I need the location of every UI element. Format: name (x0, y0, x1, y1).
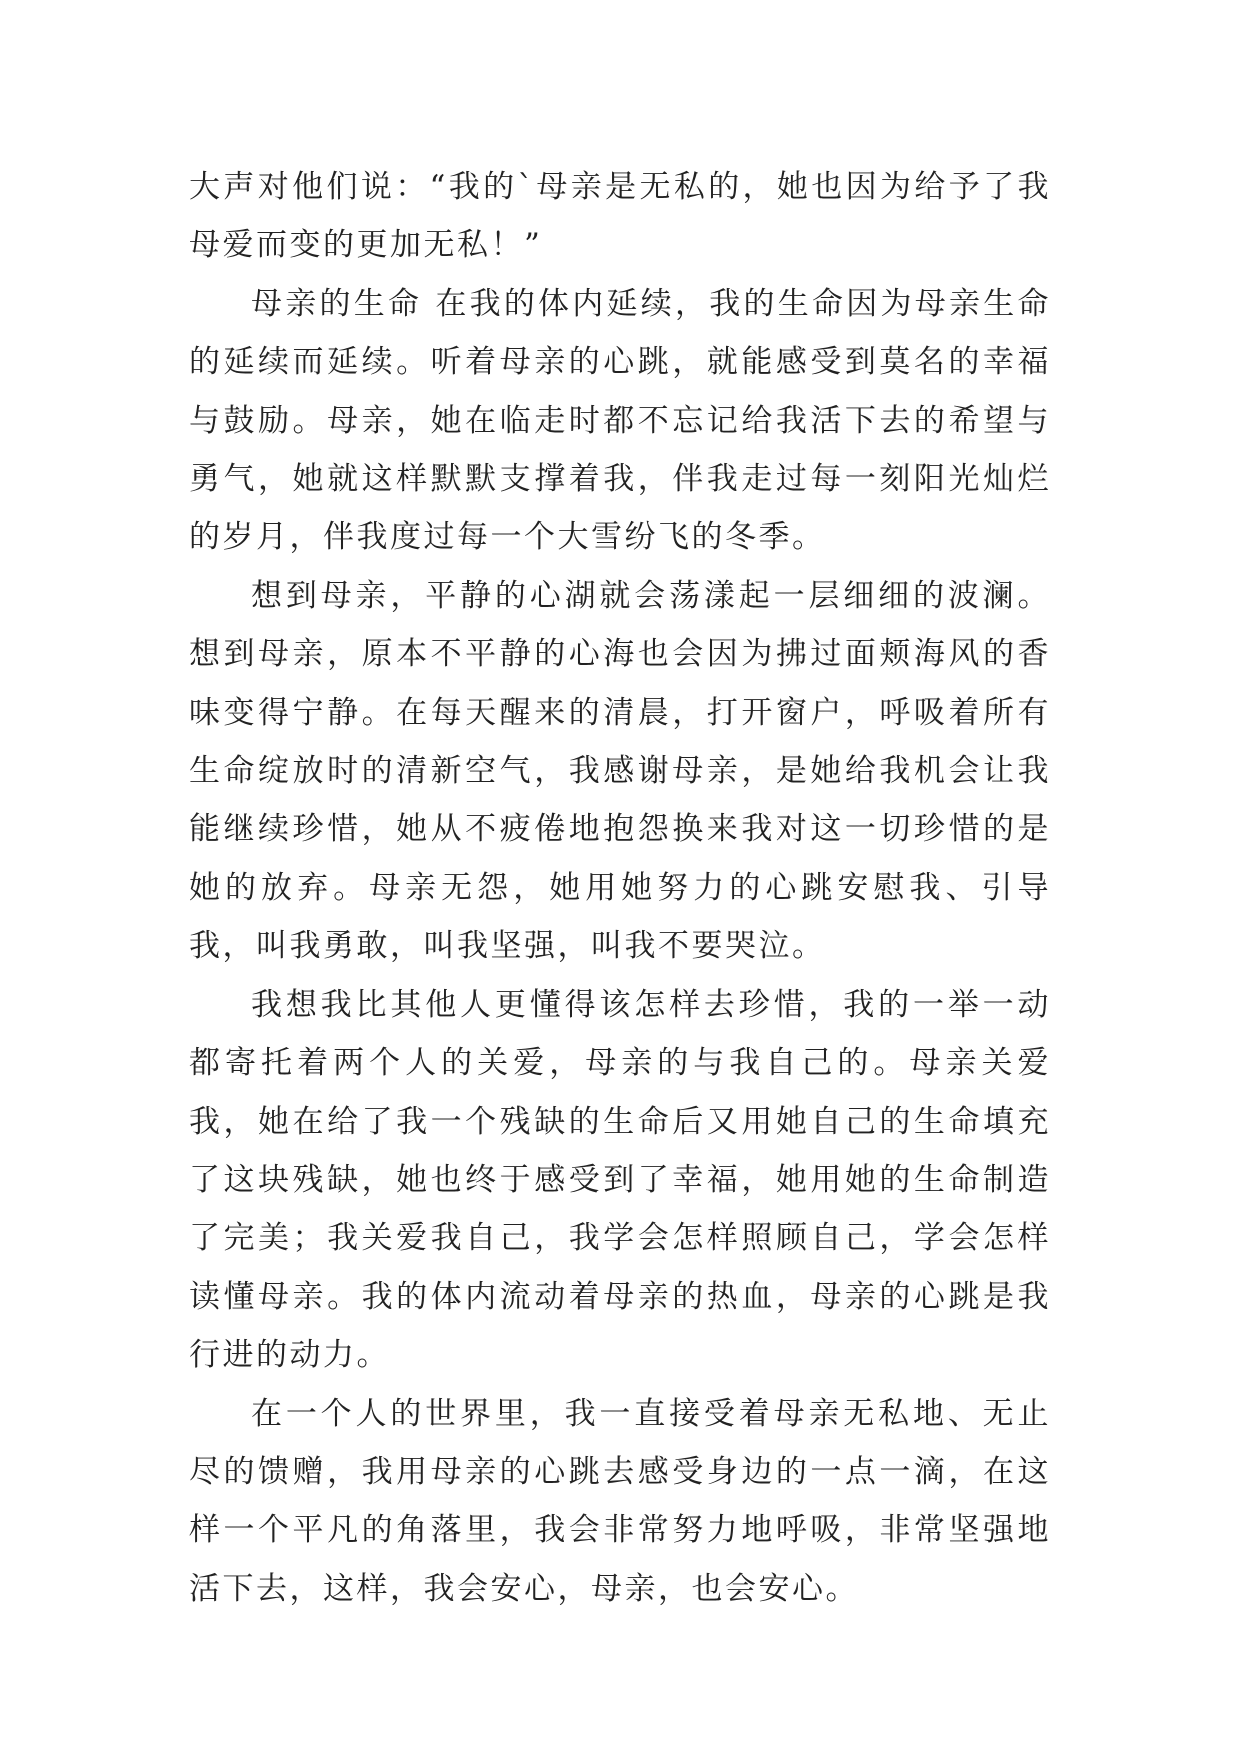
paragraph-5: 在一个人的世界里，我一直接受着母亲无私地、无止尽的馈赠，我用母亲的心跳去感受身边的一点一滴，在这样一个平凡的角落里，我会非常努力地呼吸，非常坚强地活下去，这样，我会安心，母亲，也会安心。 (189, 1395, 1051, 1607)
paragraph-4: 我想我比其他人更懂得该怎样去珍惜，我的一举一动都寄托着两个人的关爱，母亲的与我自己的。母亲关爱我，她在给了我一个残缺的生命后又用她自己的生命填充了这块残缺，她也终于感受到了幸福，她用她的生命制造了完美；我关爱我自己，我学会怎样照顾自己，学会怎样读懂母亲。我的体内流动着母亲的热血，母亲的心跳是我行进的动力。 (189, 986, 1051, 1374)
document-body (189, 158, 1051, 1618)
paragraph-2: 母亲的生命 在我的体内延续，我的生命因为母亲生命的延续而延续。听着母亲的心跳，就能感受到莫名的幸福与鼓励。母亲，她在临走时都不忘记给我活下去的希望与勇气，她就这样默默支撑着我，伴我走过每一刻阳光灿烂的岁月，伴我度过每一个大雪纷飞的冬季。 (189, 285, 1051, 556)
paragraph-3: 想到母亲，平静的心湖就会荡漾起一层细细的波澜。想到母亲，原本不平静的心海也会因为拂过面颊海风的香味变得宁静。在每天醒来的清晨，打开窗户，呼吸着所有生命绽放时的清新空气，我感谢母亲，是她给我机会让我能继续珍惜，她从不疲倦地抱怨换来我对这一切珍惜的是她的放弃。母亲无怨，她用她努力的心跳安慰我、引导我，叫我勇敢，叫我坚强，叫我不要哭泣。 (189, 577, 1051, 965)
paragraph-continued: 大声对他们说：“我的`母亲是无私的，她也因为给予了我母爱而变的更加无私！” (189, 169, 1051, 264)
